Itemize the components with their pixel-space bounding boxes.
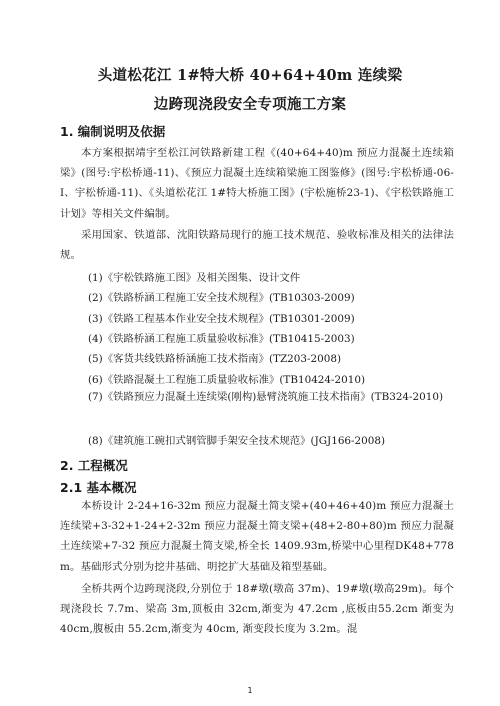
- page-number: 1: [247, 686, 253, 695]
- reference-item-4: (4)《铁路桥涵工程施工质量验收标准》(TB10415-2003): [88, 333, 355, 345]
- reference-item-7: (7)《铁路预应力混凝土连续梁(刚构)悬臂浇筑施工技术指南》(TB324-2010): [88, 391, 444, 403]
- reference-item-5: (5)《客货共线铁路桥涵施工技术指南》(TZ203-2008): [88, 353, 342, 365]
- section2-paragraph1: 本桥设计 2-24+16-32m 预应力混凝土简支梁+(40+46+40)m 预应力混凝土连续梁+3-32+1-24+2-32m 预应力混凝土简支梁+(48+2-80+80)m 预应力混凝土连续梁+7-32 预应力混凝土简支梁,桥全长 1409.93m,桥梁中心里程DK48+778m。基础形式分别为挖井基础、明挖扩大基础及箱型基础。: [60, 500, 454, 573]
- section2-heading: 2. 工程概况: [60, 458, 128, 473]
- reference-item-8: (8)《建筑施工碗扣式钢管脚手架安全技术规范》(JGJ166-2008): [88, 435, 386, 447]
- reference-item-2: (2)《铁路桥涵工程施工安全技术规程》(TB10303-2009): [88, 292, 355, 304]
- reference-item-3: (3)《铁路工程基本作业安全技术规程》(TB10301-2009): [88, 313, 355, 325]
- section2-paragraph2: 全桥共两个边跨现浇段,分别位于 18#墩(墩高 37m)、19#墩(墩高29m)。每个现浇段长 7.7m、梁高 3m,顶板由 32cm,渐变为 47.2cm ,底板由55.2cm 渐变为 40cm,腹板由 55.2cm,渐变为 40cm, 渐变段长度为 3.2m。混: [60, 583, 454, 636]
- section1-paragraph1: 本方案根据靖宇至松江河铁路新建工程《(40+64+40)m 预应力混凝土连续箱梁》(图号:宇松桥通-11)、《预应力混凝土连续箱梁施工图鉴修》(图号:宇松桥通-06-Ⅰ、宇松桥通-11)、《头道松花江 1#特大桥施工图》(宇松施桥23-1)、《宇松铁路施工计划》等相关文件编制。: [60, 147, 454, 220]
- section1-heading: 1. 编制说明及依据: [60, 124, 166, 139]
- reference-item-1: (1)《宇松铁路施工图》及相关图集、设计文件: [88, 272, 301, 284]
- reference-item-6: (6)《铁路混凝土工程施工质量验收标准》(TB10424-2010): [88, 374, 366, 386]
- section2-1-heading: 2.1 基本概况: [60, 480, 137, 495]
- section1-paragraph2: 采用国家、铁道部、沈阳铁路局现行的施工技术规范、验收标准及相关的法律法规。: [60, 229, 454, 262]
- document-title-line2: 边跨现浇段安全专项施工方案: [153, 96, 347, 113]
- document-title-line1: 头道松花江 1#特大桥 40+64+40m 连续梁: [97, 67, 403, 84]
